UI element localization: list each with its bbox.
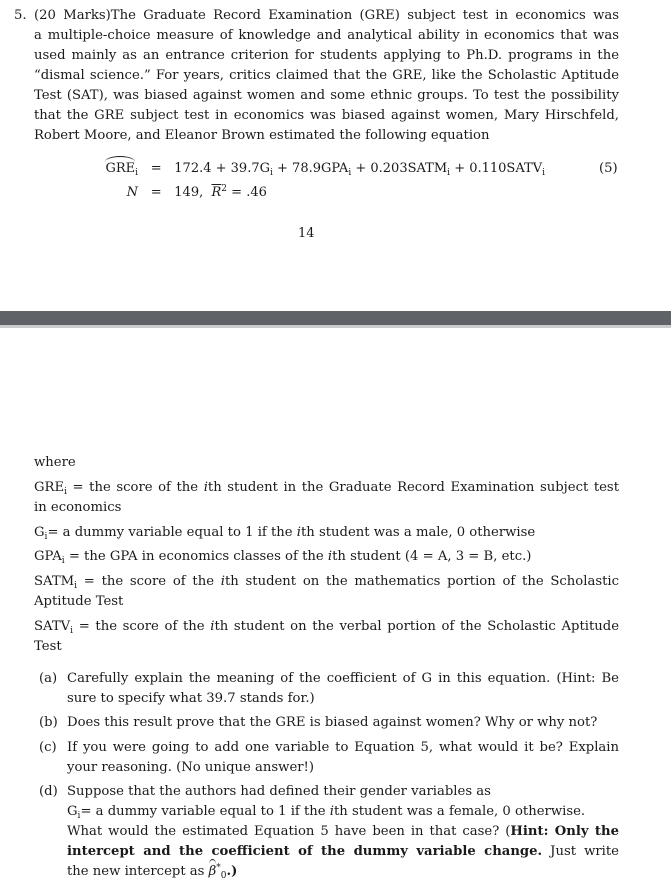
definition-gre (34, 478, 619, 518)
hint-bold: Hint: Only the (510, 824, 619, 839)
definition-line (34, 572, 619, 592)
def-text: = a dummy variable equal to 1 if the (80, 804, 330, 819)
equation-stats (90, 183, 267, 203)
question-text (67, 738, 619, 778)
definition-line (34, 478, 619, 498)
n-symbol (90, 183, 138, 203)
gre-hat: GRE (105, 159, 135, 179)
subscript-i: i (44, 532, 48, 542)
question-label: (d) (39, 784, 58, 799)
subscript-i: i (348, 168, 352, 178)
question-line (67, 842, 619, 862)
question-text-part: the new intercept as (67, 864, 209, 879)
regression-equation (90, 159, 545, 179)
definition-g (34, 523, 619, 543)
subscript-i: i (135, 168, 138, 178)
question-line: Suppose that the authors had defined their gender variables as (67, 784, 491, 799)
equation-rhs (174, 161, 545, 176)
r-squared-exponent: 2 (221, 184, 228, 194)
definition-gpa (34, 547, 619, 567)
n-letter: N (126, 185, 138, 200)
problem-line: that the GRE subject test in economics was biased against women, Mary Hirschfeld, (34, 108, 619, 123)
rhs-intercept-g: 172.4 + 39.7G (174, 161, 270, 176)
where-label: where (34, 455, 76, 470)
question-text (67, 669, 619, 709)
problem-number: 5. (14, 8, 27, 23)
definition-satm (34, 572, 619, 612)
r-bar-symbol: $\overline{R}$ (211, 185, 222, 200)
question-label: (c) (39, 740, 57, 755)
index-i: i (296, 525, 301, 540)
def-text: = the score of the (73, 619, 211, 634)
definition-satv (34, 617, 619, 657)
page-divider (0, 311, 671, 325)
question-line (67, 862, 619, 882)
question-c (39, 738, 619, 778)
beta-hat-symbol (209, 862, 217, 882)
index-i: i (327, 549, 333, 564)
var-name: SATV (34, 619, 71, 634)
n-value: 149, (174, 185, 204, 200)
def-text: th student was a female, 0 otherwise. (334, 804, 586, 819)
question-text (67, 713, 619, 733)
definition-line (34, 617, 619, 637)
subscript-i: i (70, 626, 74, 636)
def-text: th student in the Graduate Record Examination subject test (207, 480, 619, 495)
problem-line: used mainly as an entrance criterion for students applying to Ph.D. programs in the (34, 48, 619, 63)
question-line: Carefully explain the meaning of the coefficient of G in this equation. (Hint: Be (67, 671, 619, 686)
question-label: (b) (39, 715, 58, 730)
rhs-gpa: + 78.9GPA (272, 161, 349, 176)
def-text: th student was a male, 0 otherwise (301, 525, 536, 540)
question-line (67, 822, 619, 842)
problem-line: Test (SAT), was biased against women and some ethnic groups. To test the possibility (34, 88, 619, 103)
index-i: i (329, 804, 334, 819)
var-name: GRE (34, 480, 65, 495)
equals-sign: = (150, 161, 162, 176)
subscript-i: i (64, 487, 67, 497)
equation-label: (5) (599, 161, 618, 176)
question-line: Does this result prove that the GRE is biased against women? Why or why not? (67, 715, 598, 730)
problem-line: “dismal science.” For years, critics claimed that the GRE, like the Scholastic Aptitude (34, 68, 619, 83)
subscript-i: i (447, 168, 451, 178)
definition-line (34, 523, 619, 543)
closing-paren: .) (226, 864, 238, 879)
index-i: i (210, 619, 215, 634)
def-text: th student on the verbal portion of the Scholastic Aptitude (214, 619, 619, 634)
problem-line: (20 Marks)The Graduate Record Examination (GRE) subject test in economics was (34, 8, 619, 23)
question-line: sure to specify what 39.7 stands for.) (67, 691, 315, 706)
question-text (67, 782, 619, 882)
question-a (39, 669, 619, 709)
problem-statement (14, 6, 620, 146)
question-d (39, 782, 619, 882)
def-text: = a dummy variable equal to 1 if the (47, 525, 297, 540)
def-text: th student (4 = A, 3 = B, etc.) (332, 549, 532, 564)
r-squared-value: = .46 (231, 185, 267, 200)
subscript-i: i (74, 581, 78, 591)
beta-letter: β (208, 864, 217, 879)
definition-line: Test (34, 639, 62, 654)
question-line (67, 802, 619, 822)
rhs-satv: + 0.110SATV (450, 161, 543, 176)
question-b (39, 713, 619, 733)
page-top (0, 0, 671, 311)
rhs-satm: + 0.203SATM (351, 161, 448, 176)
page-number: 14 (298, 226, 315, 241)
definition-line (34, 547, 619, 567)
question-line: your reasoning. (No unique answer!) (67, 760, 315, 775)
subscript-i: i (542, 168, 545, 178)
index-i: i (220, 574, 225, 589)
definition-line: in economics (34, 500, 122, 515)
problem-line: a multiple-choice measure of knowledge and analytical ability in economics that was (34, 28, 619, 43)
var-name: GPA (34, 549, 62, 564)
question-text-part: Just write (542, 844, 619, 859)
hint-bold: intercept and the coefficient of the dummy variable change. (67, 844, 543, 859)
problem-body (34, 6, 619, 146)
subscript-i: i (270, 168, 273, 178)
question-text-part: What would the estimated Equation 5 have been in that case? ( (67, 824, 511, 839)
page-bottom (0, 328, 671, 891)
def-text: = the score of the (77, 574, 221, 589)
subscript-0: 0 (220, 871, 227, 881)
equals-sign: = (150, 185, 162, 200)
var-name: G (34, 525, 45, 540)
problem-line: Robert Moore, and Eleanor Brown estimated the following equation (34, 128, 490, 143)
subscript-i: i (61, 556, 65, 566)
definition-line: Aptitude Test (34, 594, 124, 609)
var-name: SATM (34, 574, 75, 589)
question-line: If you were going to add one variable to Equation 5, what would it be? Explain (67, 740, 619, 755)
index-i: i (203, 480, 208, 495)
var-name: G (67, 804, 78, 819)
question-label: (a) (39, 671, 58, 686)
star-superscript: * (216, 863, 221, 873)
equation-lhs (90, 159, 138, 179)
def-text: = the GPA in economics classes of the (64, 549, 328, 564)
def-text: = the score of the (66, 480, 204, 495)
def-text: th student on the mathematics portion of the Scholastic (224, 574, 619, 589)
subscript-i: i (77, 811, 81, 821)
